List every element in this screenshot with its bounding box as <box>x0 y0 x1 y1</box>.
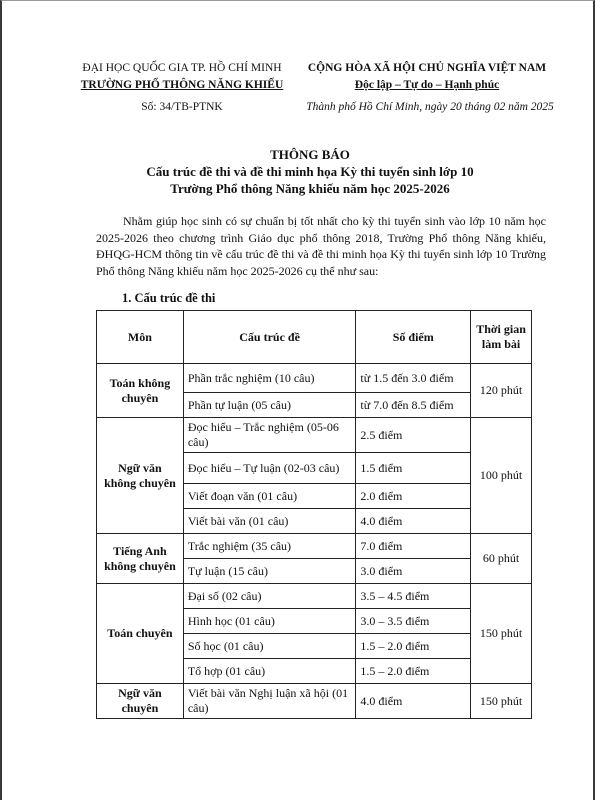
subject-cell: Ngữ văn chuyên <box>97 684 184 719</box>
issuer-university: ĐẠI HỌC QUỐC GIA TP. HỒ CHÍ MINH <box>82 62 282 74</box>
table-row <box>97 534 532 559</box>
issuer-block <box>62 60 302 94</box>
score-cell: 3.0 điểm <box>356 559 471 584</box>
structure-cell: Tổ hợp (01 câu) <box>183 659 356 684</box>
national-motto: Độc lập – Tự do – Hạnh phúc <box>354 79 500 91</box>
header-subject: Môn <box>97 311 184 364</box>
structure-cell: Viết bài văn (01 câu) <box>183 509 356 534</box>
structure-cell: Số học (01 câu) <box>183 634 356 659</box>
subject-cell: Toán chuyên <box>97 584 184 684</box>
score-cell: 7.0 điểm <box>356 534 471 559</box>
score-cell: 2.0 điểm <box>356 484 471 509</box>
structure-cell: Hình học (01 câu) <box>183 609 356 634</box>
subject-cell: Toán không chuyên <box>97 364 184 418</box>
structure-cell: Đọc hiểu – Trắc nghiệm (05-06 câu) <box>183 418 356 453</box>
structure-cell: Viết đoạn văn (01 câu) <box>183 484 356 509</box>
header-structure: Cấu trúc đề <box>183 311 356 364</box>
time-cell: 150 phút <box>471 684 532 719</box>
document-title <box>62 146 558 197</box>
score-cell: 3.0 – 3.5 điểm <box>356 609 471 634</box>
score-cell: 4.0 điểm <box>356 684 471 719</box>
score-cell: 2.5 điểm <box>356 418 471 453</box>
structure-cell: Trắc nghiệm (35 câu) <box>183 534 356 559</box>
score-cell: 1.5 điểm <box>356 453 471 484</box>
structure-cell: Đọc hiểu – Tự luận (02-03 câu) <box>183 453 356 484</box>
score-cell: 3.5 – 4.5 điểm <box>356 584 471 609</box>
score-cell: 1.5 – 2.0 điểm <box>356 634 471 659</box>
header-time: Thời gian làm bài <box>471 311 532 364</box>
national-motto-block <box>296 60 558 94</box>
issuer-school: TRƯỜNG PHỔ THÔNG NĂNG KHIẾU <box>80 79 284 91</box>
document-number: Số: 34/TB-PTNK <box>141 101 223 113</box>
table-row <box>97 364 532 393</box>
time-cell: 60 phút <box>471 534 532 584</box>
time-cell: 100 phút <box>471 418 532 534</box>
table-body <box>97 364 532 719</box>
score-cell: từ 7.0 đến 8.5 điểm <box>356 393 471 418</box>
title-line-2: Cấu trúc đề thi và đề thi minh họa Kỳ thi tuyển sinh lớp 10 <box>146 164 474 179</box>
national-name: CỘNG HÒA XÃ HỘI CHỦ NGHĨA VIỆT NAM <box>307 62 547 74</box>
structure-cell: Tự luận (15 câu) <box>183 559 356 584</box>
document-date: Thành phố Hồ Chí Minh, ngày 20 tháng 02 năm 2025 <box>306 101 554 113</box>
table-row <box>97 684 532 719</box>
header-score: Số điểm <box>356 311 471 364</box>
table-row <box>97 418 532 453</box>
intro-paragraph: Nhằm giúp học sinh có sự chuẩn bị tốt nhất cho kỳ thi tuyển sinh vào lớp 10 năm học 2025-2026 theo chương trình Giáo dục phổ thông 2018, Trường Phổ thông Năng khiếu, ĐHQG-HCM thông tin về cấu trúc đề thi và đề thi minh họa Kỳ thi tuyển sinh lớp 10 Trường Phổ thông Năng khiếu năm học 2025-2026 cụ thể như sau: <box>96 214 546 278</box>
score-cell: 1.5 – 2.0 điểm <box>356 659 471 684</box>
structure-cell: Đại số (02 câu) <box>183 584 356 609</box>
subject-cell: Ngữ văn không chuyên <box>97 418 184 534</box>
subject-cell: Tiếng Anh không chuyên <box>97 534 184 584</box>
section-heading: 1. Cấu trúc đề thi <box>122 291 216 305</box>
structure-cell: Phần tự luận (05 câu) <box>183 393 356 418</box>
title-line-3: Trường Phổ thông Năng khiếu năm học 2025-2026 <box>170 181 450 196</box>
exam-structure-table <box>96 310 532 719</box>
time-cell: 150 phút <box>471 584 532 684</box>
structure-cell: Viết bài văn Nghị luận xã hội (01 câu) <box>183 684 356 719</box>
time-cell: 120 phút <box>471 364 532 418</box>
table-row <box>97 584 532 609</box>
score-cell: từ 1.5 đến 3.0 điểm <box>356 364 471 393</box>
score-cell: 4.0 điểm <box>356 509 471 534</box>
title-line-1: THÔNG BÁO <box>270 147 350 162</box>
structure-cell: Phần trắc nghiệm (10 câu) <box>183 364 356 393</box>
